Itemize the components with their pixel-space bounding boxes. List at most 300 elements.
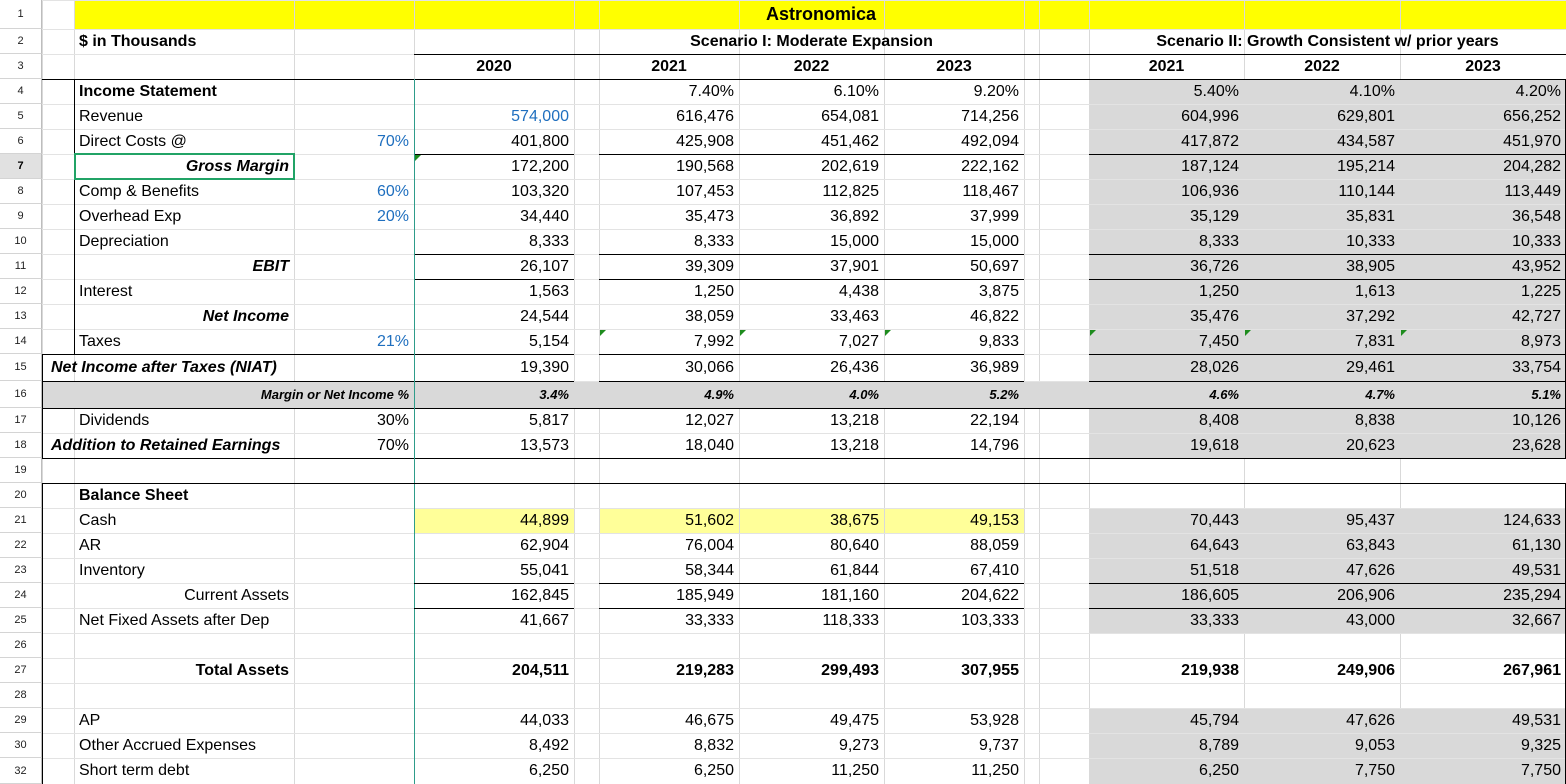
grid-col-line [1024,0,1025,784]
year-header-2021: 2021 [651,57,687,75]
value-cell[interactable]: 33,754 [1512,358,1561,376]
value-cell[interactable]: 51,602 [685,511,734,529]
row-label[interactable]: Other Accrued Expenses [79,736,256,754]
value-cell[interactable]: 19,390 [520,358,569,376]
value-cell[interactable]: 7,450 [1198,332,1239,350]
value-cell[interactable]: 43,000 [1346,611,1395,629]
row-header[interactable]: 7 [0,154,42,179]
value-cell[interactable]: 49,531 [1512,711,1561,729]
row-label[interactable]: Cash [79,511,117,529]
value-cell[interactable]: 190,568 [676,157,734,175]
value-cell[interactable]: 11,250 [831,762,879,779]
value-cell[interactable]: 32,667 [1512,611,1561,629]
value-cell[interactable]: 181,160 [821,586,879,604]
value-cell[interactable] [414,79,574,104]
value-cell[interactable]: 15,000 [970,232,1019,250]
rate-input[interactable]: 30% [376,411,409,429]
value-cell[interactable]: 63,843 [1346,536,1395,554]
row-header[interactable]: 20 [0,483,42,508]
row-header[interactable]: 28 [0,683,42,708]
freeze-line [414,79,415,784]
value-cell[interactable]: 15,000 [830,232,879,250]
value-cell[interactable]: 46,822 [970,307,1019,325]
value-cell[interactable]: 1,250 [1198,282,1239,300]
row-header[interactable]: 15 [0,354,42,381]
rate-input[interactable]: 70% [376,436,409,454]
value-cell[interactable] [1400,458,1566,483]
row-header[interactable]: 4 [0,79,42,104]
value-cell[interactable] [1244,458,1400,483]
row-header[interactable]: 13 [0,304,42,329]
row-header[interactable]: 1 [0,0,42,29]
value-cell[interactable] [1089,483,1244,508]
selected-cell[interactable] [74,153,295,180]
value-cell[interactable] [739,633,884,658]
value-cell[interactable] [884,483,1024,508]
value-cell[interactable]: 6,250 [1198,762,1239,779]
border-line [74,79,75,354]
row-label[interactable]: Income Statement [79,82,217,100]
border-line [599,154,1024,155]
row-header[interactable]: 24 [0,583,42,608]
value-cell[interactable]: 39,309 [685,257,734,275]
row-header[interactable]: 26 [0,633,42,658]
value-cell[interactable]: 4,438 [838,282,879,300]
value-cell[interactable]: 9,053 [1354,736,1395,754]
value-cell[interactable]: 185,949 [676,586,734,604]
value-cell[interactable] [414,683,574,708]
border-line [414,279,574,280]
row-label[interactable]: Comp & Benefits [79,182,200,200]
value-cell[interactable]: 76,004 [685,536,734,554]
border-line [42,483,43,784]
error-indicator-icon[interactable] [600,330,606,336]
row-label[interactable]: AP [79,711,101,729]
value-cell[interactable]: 45,794 [1190,711,1239,729]
value-cell[interactable]: 202,619 [821,157,879,175]
row-label[interactable]: Addition to Retained Earnings [51,436,281,454]
row-header[interactable]: 10 [0,229,42,254]
value-cell[interactable]: 67,410 [970,561,1019,579]
value-cell[interactable]: 401,800 [511,132,569,150]
row-header[interactable]: 16 [0,381,42,408]
value-cell[interactable]: 49,531 [1512,561,1561,579]
value-cell[interactable]: 49,475 [830,711,879,729]
value-cell[interactable]: 5,154 [528,332,569,350]
value-cell[interactable]: 8,838 [1354,411,1395,429]
value-cell[interactable]: 124,633 [1503,511,1561,529]
error-indicator-icon[interactable] [740,330,746,336]
value-cell[interactable]: 7,750 [1520,762,1561,779]
value-cell[interactable]: 110,144 [1338,182,1395,200]
value-cell[interactable]: 8,832 [693,736,734,754]
value-cell[interactable]: 3.4% [539,387,569,402]
value-cell[interactable] [414,483,574,508]
value-cell[interactable]: 34,440 [520,207,569,225]
value-cell[interactable] [1400,633,1566,658]
value-cell[interactable]: 43,952 [1512,257,1561,275]
value-cell[interactable] [739,683,884,708]
value-cell[interactable]: 36,892 [830,207,879,225]
row-header[interactable]: 3 [0,54,42,79]
value-cell[interactable]: 7,750 [1354,762,1395,779]
value-cell[interactable]: 61,130 [1512,536,1561,554]
value-cell[interactable]: 604,996 [1181,107,1239,125]
value-cell[interactable] [884,458,1024,483]
border-line [42,354,43,458]
value-cell[interactable]: 8,973 [1520,332,1561,350]
row-header[interactable]: 2 [0,29,42,54]
value-cell[interactable]: 3,875 [978,282,1019,300]
value-cell[interactable]: 38,905 [1346,257,1395,275]
value-cell[interactable]: 26,107 [520,257,569,275]
value-cell[interactable]: 656,252 [1503,107,1561,125]
value-cell[interactable]: 5.1% [1531,387,1561,402]
year-header-2020: 2020 [476,57,512,75]
value-cell[interactable]: 13,573 [520,436,569,454]
value-cell[interactable] [1244,633,1400,658]
row-label[interactable]: Dividends [79,411,150,429]
value-cell[interactable]: 24,544 [520,307,569,325]
value-cell[interactable]: 51,518 [1190,561,1239,579]
value-cell[interactable]: 10,126 [1512,411,1561,429]
value-cell[interactable]: 4.10% [1349,82,1395,100]
value-cell[interactable] [739,483,884,508]
border-line [42,354,414,355]
border-line [42,408,1566,409]
rate-input[interactable]: 20% [376,207,409,225]
value-cell[interactable] [739,458,884,483]
value-cell[interactable]: 10,333 [1346,232,1395,250]
value-cell[interactable]: 249,906 [1337,661,1395,679]
value-cell[interactable]: 46,675 [685,711,734,729]
value-cell[interactable]: 9.20% [973,82,1019,100]
value-cell[interactable]: 219,938 [1181,661,1239,679]
value-cell[interactable]: 4.7% [1365,387,1395,402]
value-cell[interactable]: 434,587 [1337,132,1395,150]
row-header[interactable]: 30 [0,733,42,758]
border-line [42,458,1566,459]
value-cell[interactable]: 204,511 [512,661,569,679]
value-cell[interactable] [599,633,739,658]
value-cell[interactable]: 9,325 [1520,736,1561,754]
value-cell[interactable] [1089,683,1244,708]
rate-input[interactable]: 70% [376,132,409,150]
value-cell[interactable]: 49,153 [970,511,1019,529]
value-cell[interactable]: 35,831 [1346,207,1395,225]
value-cell[interactable]: 7.40% [688,82,734,100]
value-cell[interactable]: 33,463 [830,307,879,325]
value-cell[interactable]: 38,675 [830,511,879,529]
value-cell[interactable]: 118,333 [822,611,879,629]
row-label[interactable]: Net Fixed Assets after Dep [79,611,270,629]
rate-input[interactable]: 21% [376,332,409,350]
value-cell[interactable]: 417,872 [1181,132,1239,150]
value-cell[interactable]: 4.0% [849,387,879,402]
value-cell[interactable]: 1,563 [528,282,569,300]
value-cell[interactable]: 7,027 [838,332,879,350]
value-cell[interactable]: 222,162 [961,157,1019,175]
year-header-2022: 2022 [793,57,830,75]
error-indicator-icon[interactable] [1245,330,1251,336]
row-header[interactable]: 11 [0,254,42,279]
value-cell[interactable]: 299,493 [821,661,879,679]
value-cell[interactable]: 8,333 [528,232,569,250]
row-header[interactable]: 23 [0,558,42,583]
value-cell[interactable]: 103,320 [511,182,569,200]
value-cell[interactable]: 12,027 [685,411,734,429]
year-header-2022: 2022 [1304,57,1340,75]
value-cell[interactable]: 28,026 [1190,358,1239,376]
error-indicator-icon[interactable] [415,155,421,161]
value-cell[interactable] [599,683,739,708]
value-cell[interactable]: 14,796 [970,436,1019,454]
value-cell[interactable]: 162,845 [511,586,569,604]
year-header-2023: 2023 [1465,57,1501,75]
value-cell[interactable]: 61,844 [830,561,879,579]
value-cell[interactable]: 8,492 [528,736,569,754]
value-cell[interactable]: 172,200 [511,157,569,175]
value-cell[interactable]: 1,250 [693,282,734,300]
border-line [1089,608,1566,609]
border-line [1089,154,1566,155]
error-indicator-icon[interactable] [1401,330,1407,336]
value-cell[interactable]: 30,066 [685,358,734,376]
value-cell[interactable]: 19,618 [1190,436,1239,454]
row-header[interactable]: 29 [0,708,42,733]
value-cell[interactable]: 29,461 [1346,358,1395,376]
row-header[interactable]: 9 [0,204,42,229]
value-cell[interactable] [414,458,574,483]
value-cell[interactable] [1400,683,1566,708]
value-cell[interactable]: 307,955 [961,661,1019,679]
value-cell[interactable]: 35,476 [1190,307,1239,325]
row-header[interactable]: 18 [0,433,42,458]
value-cell[interactable]: 107,453 [676,182,734,200]
value-cell[interactable]: 616,476 [676,107,734,125]
row-label[interactable]: EBIT [252,257,289,275]
value-cell[interactable]: 9,833 [978,332,1019,350]
value-cell[interactable]: 50,697 [970,257,1019,275]
row-header[interactable]: 19 [0,458,42,483]
row-label[interactable]: Taxes [79,332,121,350]
value-cell[interactable]: 11,250 [971,762,1019,779]
value-cell[interactable]: 33,333 [1190,611,1239,629]
value-cell[interactable]: 425,908 [676,132,734,150]
value-cell[interactable]: 7,831 [1354,332,1395,350]
value-cell[interactable]: 4.9% [704,387,734,402]
row-label[interactable]: Depreciation [79,232,169,250]
value-cell[interactable]: 5.40% [1193,82,1239,100]
value-cell[interactable]: 20,623 [1346,436,1395,454]
value-cell[interactable]: 235,294 [1503,586,1561,604]
row-header[interactable]: 17 [0,408,42,433]
row-header[interactable]: 6 [0,129,42,154]
value-cell[interactable]: 26,436 [830,358,879,376]
row-label[interactable]: Interest [79,282,133,300]
border-line [1089,354,1566,355]
border-line [414,354,574,355]
value-cell[interactable]: 36,989 [970,358,1019,376]
value-cell[interactable]: 4.6% [1209,387,1239,402]
border-line [599,54,1024,55]
value-cell[interactable]: 80,640 [830,536,879,554]
value-cell[interactable]: 70,443 [1190,511,1239,529]
row-header[interactable]: 32 [0,758,42,784]
value-cell[interactable] [884,633,1024,658]
value-cell[interactable]: 8,408 [1198,411,1239,429]
value-cell[interactable]: 41,667 [520,611,569,629]
value-cell[interactable] [1244,483,1400,508]
row-label[interactable]: Current Assets [184,586,289,604]
value-cell[interactable]: 654,081 [821,107,879,125]
value-cell[interactable]: 22,194 [970,411,1019,429]
value-cell[interactable]: 6,250 [528,762,569,779]
value-cell[interactable]: 574,000 [511,107,569,125]
value-cell[interactable] [1089,633,1244,658]
border-line [1089,583,1566,584]
value-cell[interactable]: 35,129 [1190,207,1239,225]
value-cell[interactable]: 9,273 [838,736,879,754]
row-label[interactable]: Margin or Net Income % [260,387,409,402]
value-cell[interactable]: 64,643 [1190,536,1239,554]
border-line [42,381,414,382]
value-cell[interactable] [414,633,574,658]
value-cell[interactable]: 23,628 [1512,436,1561,454]
value-cell[interactable]: 219,283 [676,661,734,679]
value-cell[interactable]: 55,041 [520,561,569,579]
value-cell[interactable]: 5.2% [989,387,1019,402]
value-cell[interactable]: 6,250 [693,762,734,779]
value-cell[interactable]: 714,256 [961,107,1019,125]
row-label[interactable]: Total Assets [195,661,289,679]
row-header[interactable]: 5 [0,104,42,129]
row-header[interactable]: 22 [0,533,42,558]
value-cell[interactable] [599,458,739,483]
row-label[interactable]: Inventory [79,561,145,579]
value-cell[interactable]: 186,605 [1181,586,1239,604]
value-cell[interactable]: 6.10% [833,82,879,100]
value-cell[interactable]: 106,936 [1181,182,1239,200]
value-cell[interactable]: 112,825 [822,182,879,200]
value-cell[interactable] [884,683,1024,708]
value-cell[interactable]: 44,899 [520,511,569,529]
value-cell[interactable]: 18,040 [685,436,734,454]
value-cell[interactable]: 118,467 [962,182,1019,200]
value-cell[interactable]: 629,801 [1337,107,1395,125]
border-line [1089,381,1566,382]
value-cell[interactable]: 1,613 [1354,282,1395,300]
value-cell[interactable]: 13,218 [830,411,879,429]
row-label[interactable]: Gross Margin [185,157,289,175]
value-cell[interactable]: 35,473 [685,207,734,225]
value-cell[interactable] [1089,458,1244,483]
value-cell[interactable]: 451,462 [821,132,879,150]
error-indicator-icon[interactable] [885,330,891,336]
value-cell[interactable] [1400,483,1566,508]
border-line [42,483,1566,484]
row-label[interactable]: AR [79,536,102,554]
row-label[interactable]: Net Income [202,307,289,325]
value-cell[interactable]: 10,333 [1512,232,1561,250]
error-indicator-icon[interactable] [1090,330,1096,336]
value-cell[interactable] [599,483,739,508]
border-line [1089,279,1566,280]
value-cell[interactable]: 37,999 [970,207,1019,225]
value-cell[interactable]: 47,626 [1346,711,1395,729]
value-cell[interactable]: 113,449 [1504,182,1561,200]
row-label[interactable]: Revenue [79,107,144,125]
value-cell[interactable]: 5,817 [528,411,569,429]
value-cell[interactable]: 4.20% [1515,82,1561,100]
value-cell[interactable]: 88,059 [970,536,1019,554]
value-cell[interactable]: 492,094 [961,132,1019,150]
value-cell[interactable]: 37,901 [830,257,879,275]
value-cell[interactable]: 37,292 [1346,307,1395,325]
row-label[interactable]: Overhead Exp [79,207,182,225]
rate-input[interactable]: 60% [376,182,409,200]
border-line [599,583,1024,584]
value-cell[interactable]: 204,622 [961,586,1019,604]
border-line [414,608,574,609]
value-cell[interactable]: 267,961 [1503,661,1561,679]
row-header[interactable]: 25 [0,608,42,633]
value-cell[interactable]: 42,727 [1512,307,1561,325]
value-cell[interactable]: 1,225 [1520,282,1561,300]
value-cell[interactable]: 44,033 [520,711,569,729]
value-cell[interactable]: 47,626 [1346,561,1395,579]
row-label[interactable]: Direct Costs @ [79,132,187,150]
row-label[interactable]: Net Income after Taxes (NIAT) [51,358,277,376]
value-cell[interactable]: 36,548 [1512,207,1561,225]
value-cell[interactable]: 8,789 [1198,736,1239,754]
value-cell[interactable]: 8,333 [1198,232,1239,250]
value-cell[interactable] [1244,683,1400,708]
value-cell[interactable]: 7,992 [693,332,734,350]
year-header-2021: 2021 [1148,57,1185,75]
row-header[interactable]: 14 [0,329,42,354]
row-header[interactable]: 12 [0,279,42,304]
value-cell[interactable]: 451,970 [1503,132,1561,150]
year-header-2023: 2023 [936,57,972,75]
value-cell[interactable]: 58,344 [685,561,734,579]
border-line [599,608,1024,609]
row-label[interactable]: Balance Sheet [79,486,189,504]
row-header[interactable]: 27 [0,658,42,683]
value-cell[interactable]: 13,218 [830,436,879,454]
grid-col-line [1039,0,1040,784]
scenario1-header: Scenario I: Moderate Expansion [690,32,933,50]
border-line [42,79,1566,80]
value-cell[interactable]: 103,333 [961,611,1019,629]
value-cell[interactable]: 187,124 [1181,157,1239,175]
value-cell[interactable]: 95,437 [1346,511,1395,529]
row-label[interactable]: Short term debt [79,762,190,779]
value-cell[interactable]: 204,282 [1503,157,1561,175]
value-cell[interactable]: 33,333 [685,611,734,629]
row-header[interactable]: 8 [0,179,42,204]
value-cell[interactable]: 206,906 [1337,586,1395,604]
value-cell[interactable]: 36,726 [1190,257,1239,275]
value-cell[interactable]: 9,737 [978,736,1019,754]
border-line [414,381,574,382]
row-header[interactable]: 21 [0,508,42,533]
value-cell[interactable]: 53,928 [970,711,1019,729]
value-cell[interactable]: 195,214 [1337,157,1395,175]
value-cell[interactable]: 38,059 [685,307,734,325]
value-cell[interactable]: 8,333 [693,232,734,250]
value-cell[interactable]: 62,904 [520,536,569,554]
